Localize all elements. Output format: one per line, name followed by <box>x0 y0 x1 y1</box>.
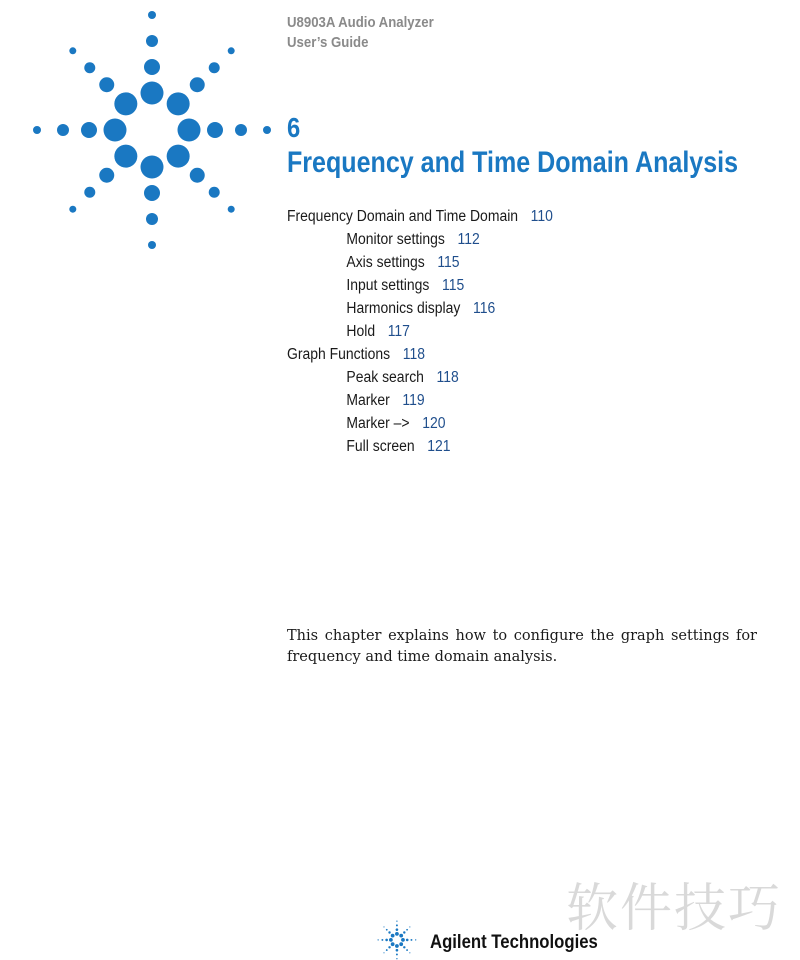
logo-dot <box>69 206 76 213</box>
logo-dot <box>144 59 160 75</box>
toc-page-link[interactable]: 118 <box>436 369 459 386</box>
logo-dot <box>84 62 95 73</box>
logo-dot <box>57 124 69 136</box>
logo-dot <box>399 934 403 938</box>
logo-dot <box>386 949 388 951</box>
logo-dot <box>381 939 383 941</box>
logo-dot <box>141 156 164 179</box>
toc-label: Marker <box>346 392 390 409</box>
toc-item[interactable] <box>287 435 553 458</box>
logo-dot <box>99 77 114 92</box>
watermark-text: 软件技巧 <box>566 879 783 939</box>
logo-dot <box>99 168 114 183</box>
logo-dot <box>396 928 399 931</box>
logo-dot <box>406 949 408 951</box>
logo-dot <box>228 47 235 54</box>
chapter-intro-paragraph: This chapter explains how to configure the graph settings for frequency and time domain analysis. <box>287 628 757 665</box>
toc-item[interactable] <box>287 412 553 435</box>
logo-dot <box>401 938 405 942</box>
logo-dot <box>33 126 41 134</box>
logo-dot <box>190 77 205 92</box>
toc-label: Full screen <box>346 438 415 455</box>
logo-dot <box>263 126 271 134</box>
toc-page-link[interactable]: 116 <box>472 300 496 317</box>
toc-page-link[interactable]: 110 <box>530 208 553 225</box>
toc-label: Peak search <box>346 369 424 386</box>
toc-item[interactable] <box>287 389 553 412</box>
logo-dot <box>403 946 405 948</box>
logo-dot <box>146 35 158 47</box>
logo-dot <box>190 168 205 183</box>
logo-dot <box>148 241 156 249</box>
chapter-title: Frequency and Time Domain Analysis <box>287 146 739 179</box>
table-of-contents <box>287 205 582 458</box>
toc-item[interactable] <box>287 251 553 274</box>
toc-item[interactable] <box>287 205 553 228</box>
logo-dot <box>167 92 190 115</box>
logo-dot <box>395 944 399 948</box>
toc-page-link[interactable]: 118 <box>402 346 425 363</box>
toc-label: Frequency Domain and Time Domain <box>287 208 519 225</box>
logo-dot <box>144 185 160 201</box>
logo-dot <box>409 952 410 953</box>
toc-page-link[interactable]: 112 <box>457 231 480 248</box>
document-header <box>287 13 434 53</box>
toc-page-link[interactable]: 119 <box>402 392 425 409</box>
toc-label: Input settings <box>346 277 430 294</box>
logo-dot <box>396 949 399 952</box>
logo-dot <box>406 939 409 942</box>
logo-dot <box>388 946 390 948</box>
logo-dot <box>141 82 164 105</box>
toc-page-link[interactable]: 115 <box>437 254 460 271</box>
toc-label: Monitor settings <box>346 231 445 248</box>
chapter-number: 6 <box>287 112 301 143</box>
logo-dot <box>209 187 220 198</box>
logo-dot <box>228 206 235 213</box>
toc-page-link[interactable]: 120 <box>422 415 446 432</box>
logo-dot <box>396 920 397 921</box>
brand-name: Agilent Technologies <box>430 932 598 953</box>
toc-item[interactable] <box>287 274 553 297</box>
logo-dot <box>403 931 405 933</box>
logo-dot <box>383 926 384 927</box>
logo-dot <box>396 924 398 926</box>
logo-dot <box>391 942 395 946</box>
logo-dot <box>114 92 137 115</box>
logo-dot <box>146 213 158 225</box>
logo-dot <box>167 145 190 168</box>
document-type: User’s Guide <box>287 34 369 51</box>
logo-dot <box>396 958 397 959</box>
toc-label: Axis settings <box>346 254 425 271</box>
logo-dot <box>84 187 95 198</box>
toc-item[interactable] <box>287 228 553 251</box>
logo-dot <box>410 939 412 941</box>
logo-dot <box>415 939 416 940</box>
logo-dot <box>148 11 156 19</box>
logo-dot <box>389 938 393 942</box>
logo-dot <box>391 934 395 938</box>
logo-dot <box>406 929 408 931</box>
logo-dot <box>399 942 403 946</box>
logo-dot <box>386 929 388 931</box>
logo-dot <box>209 62 220 73</box>
toc-page-link[interactable]: 115 <box>441 277 465 294</box>
logo-dot <box>69 47 76 54</box>
product-name: U8903A Audio Analyzer <box>287 14 434 31</box>
toc-label: Hold <box>346 323 376 340</box>
logo-dot <box>104 119 127 142</box>
agilent-spark-logo-icon <box>30 8 275 253</box>
toc-label: Graph Functions <box>287 346 391 363</box>
logo-dot <box>385 939 388 942</box>
toc-page-link[interactable]: 117 <box>387 323 410 340</box>
toc-item[interactable] <box>287 366 553 389</box>
logo-dot <box>395 932 399 936</box>
toc-label: Harmonics display <box>346 300 461 317</box>
logo-dot <box>388 931 390 933</box>
toc-item[interactable] <box>287 343 553 366</box>
logo-dot <box>235 124 247 136</box>
logo-dot <box>396 953 398 955</box>
toc-item[interactable] <box>287 297 553 320</box>
logo-dot <box>383 952 384 953</box>
logo-dot <box>409 926 410 927</box>
toc-page-link[interactable]: 121 <box>427 438 451 455</box>
toc-item[interactable] <box>287 320 553 343</box>
logo-dot <box>178 119 201 142</box>
logo-dot <box>207 122 223 138</box>
logo-dot <box>114 145 137 168</box>
toc-label: Marker –> <box>346 415 410 432</box>
logo-dot <box>81 122 97 138</box>
agilent-spark-small-logo-icon <box>372 920 422 960</box>
logo-dot <box>377 939 378 940</box>
